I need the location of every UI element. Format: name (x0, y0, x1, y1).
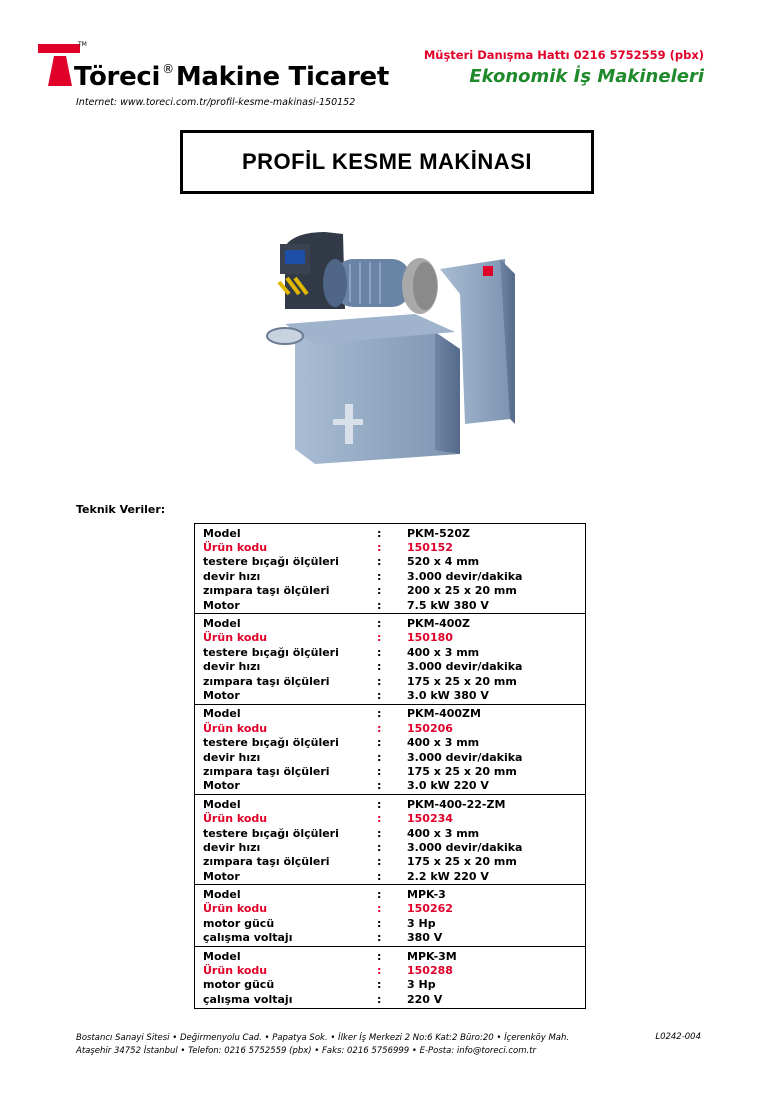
spec-row (195, 569, 585, 583)
spec-key: Ürün kodu (203, 902, 268, 916)
spec-colon: : (377, 855, 382, 869)
title-box (180, 130, 594, 194)
spec-value: 150152 (407, 541, 453, 555)
spec-block (195, 885, 585, 947)
spec-value: MPK-3M (407, 949, 457, 963)
slogan: Ekonomik İş Makineleri (469, 66, 704, 87)
spec-colon: : (377, 660, 382, 674)
spec-row (195, 916, 585, 930)
trademark-mark: TM (78, 41, 87, 48)
spec-key: Motor (203, 869, 240, 883)
spec-value: 150262 (407, 902, 453, 916)
spec-key: zımpara taşı ölçüleri (203, 764, 330, 778)
spec-key: zımpara taşı ölçüleri (203, 855, 330, 869)
spec-row (195, 540, 585, 554)
spec-table (194, 523, 586, 1009)
spec-value: 7.5 kW 380 V (407, 598, 489, 612)
spec-value: 150206 (407, 721, 453, 735)
spec-colon: : (377, 526, 382, 540)
spec-row (195, 902, 585, 916)
spec-value: 175 x 25 x 20 mm (407, 855, 517, 869)
spec-row (195, 750, 585, 764)
spec-row (195, 674, 585, 688)
spec-value: 2.2 kW 220 V (407, 869, 489, 883)
spec-row (195, 992, 585, 1006)
spec-row (195, 721, 585, 735)
spec-value: 175 x 25 x 20 mm (407, 764, 517, 778)
spec-row (195, 811, 585, 825)
spec-key: devir hızı (203, 750, 261, 764)
spec-key: çalışma voltajı (203, 992, 293, 1006)
spec-colon: : (377, 617, 382, 631)
spec-value: 200 x 25 x 20 mm (407, 584, 517, 598)
spec-value: 380 V (407, 931, 443, 945)
spec-value: PKM-520Z (407, 526, 471, 540)
spec-row (195, 660, 585, 674)
spec-row (195, 840, 585, 854)
spec-block (195, 795, 585, 885)
spec-key: zımpara taşı ölçüleri (203, 584, 330, 598)
spec-value: 175 x 25 x 20 mm (407, 674, 517, 688)
spec-value: MPK-3 (407, 888, 446, 902)
spec-key: çalışma voltajı (203, 931, 293, 945)
spec-row (195, 978, 585, 992)
spec-key: Ürün kodu (203, 631, 268, 645)
spec-key: Ürün kodu (203, 721, 268, 735)
spec-row (195, 555, 585, 569)
spec-row (195, 949, 585, 963)
spec-value: 3.000 devir/dakika (407, 569, 523, 583)
spec-key: Model (203, 797, 241, 811)
spec-block (195, 614, 585, 704)
spec-colon: : (377, 812, 382, 826)
spec-row (195, 688, 585, 702)
spec-colon: : (377, 569, 382, 583)
spec-colon: : (377, 916, 382, 930)
spec-key: devir hızı (203, 840, 261, 854)
spec-value: 3.0 kW 220 V (407, 779, 489, 793)
website-url[interactable]: Internet: www.toreci.com.tr/profil-kesme-makinasi-150152 (76, 97, 356, 108)
spec-block (195, 524, 585, 614)
spec-colon: : (377, 721, 382, 735)
spec-row (195, 826, 585, 840)
spec-value: 520 x 4 mm (407, 555, 480, 569)
spec-value: 3 Hp (407, 978, 436, 992)
spec-colon: : (377, 949, 382, 963)
spec-key: Model (203, 949, 241, 963)
spec-value: 150180 (407, 631, 453, 645)
spec-colon: : (377, 779, 382, 793)
spec-colon: : (377, 869, 382, 883)
footer-line-2: Ataşehir 34752 İstanbul • Telefon: 0216 5752559 (pbx) • Faks: 0216 5756999 • E-Posta: info@toreci.com.tr (76, 1046, 537, 1056)
spec-colon: : (377, 736, 382, 750)
spec-row (195, 887, 585, 901)
technical-data-label: Teknik Veriler: (76, 503, 166, 516)
spec-key: Ürün kodu (203, 812, 268, 826)
spec-key: testere bıçağı ölçüleri (203, 645, 339, 659)
spec-row (195, 645, 585, 659)
spec-colon: : (377, 750, 382, 764)
spec-key: zımpara taşı ölçüleri (203, 674, 330, 688)
spec-row (195, 584, 585, 598)
spec-key: Model (203, 617, 241, 631)
spec-key: Model (203, 526, 241, 540)
document-id: L0242-004 (655, 1032, 701, 1042)
spec-value: 400 x 3 mm (407, 826, 480, 840)
spec-row (195, 931, 585, 945)
spec-key: Motor (203, 688, 240, 702)
spec-value: 3.000 devir/dakika (407, 750, 523, 764)
spec-key: Model (203, 888, 241, 902)
product-photo (255, 214, 525, 484)
footer-line-1: Bostancı Sanayi Sitesi • Değirmenyolu Cad. • Papatya Sok. • İlker İş Merkezi 2 No:6 Kat:2 Büro:20 • İçerenköy Mah. (76, 1033, 570, 1043)
spec-key: devir hızı (203, 660, 261, 674)
spec-colon: : (377, 541, 382, 555)
spec-row (195, 963, 585, 977)
footer-address (76, 1032, 569, 1058)
spec-colon: : (377, 674, 382, 688)
spec-key: Ürün kodu (203, 541, 268, 555)
spec-row (195, 779, 585, 793)
spec-value: 3.000 devir/dakika (407, 660, 523, 674)
spec-key: motor gücü (203, 916, 275, 930)
spec-value: PKM-400ZM (407, 707, 481, 721)
spec-colon: : (377, 584, 382, 598)
spec-block (195, 947, 585, 1008)
spec-value: PKM-400Z (407, 617, 471, 631)
spec-key: testere bıçağı ölçüleri (203, 555, 339, 569)
spec-colon: : (377, 555, 382, 569)
spec-key: testere bıçağı ölçüleri (203, 736, 339, 750)
customer-hotline: Müşteri Danışma Hattı 0216 5752559 (pbx) (423, 48, 704, 62)
spec-value: 3 Hp (407, 916, 436, 930)
spec-colon: : (377, 688, 382, 702)
spec-row (195, 631, 585, 645)
spec-value: 3.0 kW 380 V (407, 688, 489, 702)
spec-colon: : (377, 631, 382, 645)
spec-key: Model (203, 707, 241, 721)
spec-colon: : (377, 964, 382, 978)
spec-value: 150234 (407, 812, 453, 826)
spec-row (195, 855, 585, 869)
page-title: PROFİL KESME MAKİNASI (241, 149, 532, 174)
spec-key: Motor (203, 598, 240, 612)
spec-key: Ürün kodu (203, 964, 268, 978)
spec-value: PKM-400-22-ZM (407, 797, 506, 811)
spec-key: motor gücü (203, 978, 275, 992)
spec-value: 220 V (407, 992, 443, 1006)
spec-value: 400 x 3 mm (407, 736, 480, 750)
spec-row (195, 735, 585, 749)
spec-key: Motor (203, 779, 240, 793)
spec-key: devir hızı (203, 569, 261, 583)
spec-row (195, 598, 585, 612)
spec-block (195, 705, 585, 795)
spec-row (195, 616, 585, 630)
spec-row (195, 764, 585, 778)
spec-row (195, 707, 585, 721)
spec-key: testere bıçağı ölçüleri (203, 826, 339, 840)
spec-row (195, 869, 585, 883)
spec-colon: : (377, 707, 382, 721)
spec-row (195, 526, 585, 540)
spec-value: 3.000 devir/dakika (407, 840, 523, 854)
spec-colon: : (377, 931, 382, 945)
spec-colon: : (377, 840, 382, 854)
spec-value: 150288 (407, 964, 453, 978)
spec-colon: : (377, 598, 382, 612)
spec-colon: : (377, 888, 382, 902)
spec-colon: : (377, 902, 382, 916)
spec-value: 400 x 3 mm (407, 645, 480, 659)
spec-colon: : (377, 978, 382, 992)
spec-row (195, 797, 585, 811)
brand-name: Töreci ®Makine Ticaret (74, 62, 389, 92)
spec-colon: : (377, 797, 382, 811)
spec-colon: : (377, 764, 382, 778)
registered-mark: ® (162, 62, 174, 76)
spec-colon: : (377, 645, 382, 659)
spec-colon: : (377, 826, 382, 840)
spec-colon: : (377, 992, 382, 1006)
